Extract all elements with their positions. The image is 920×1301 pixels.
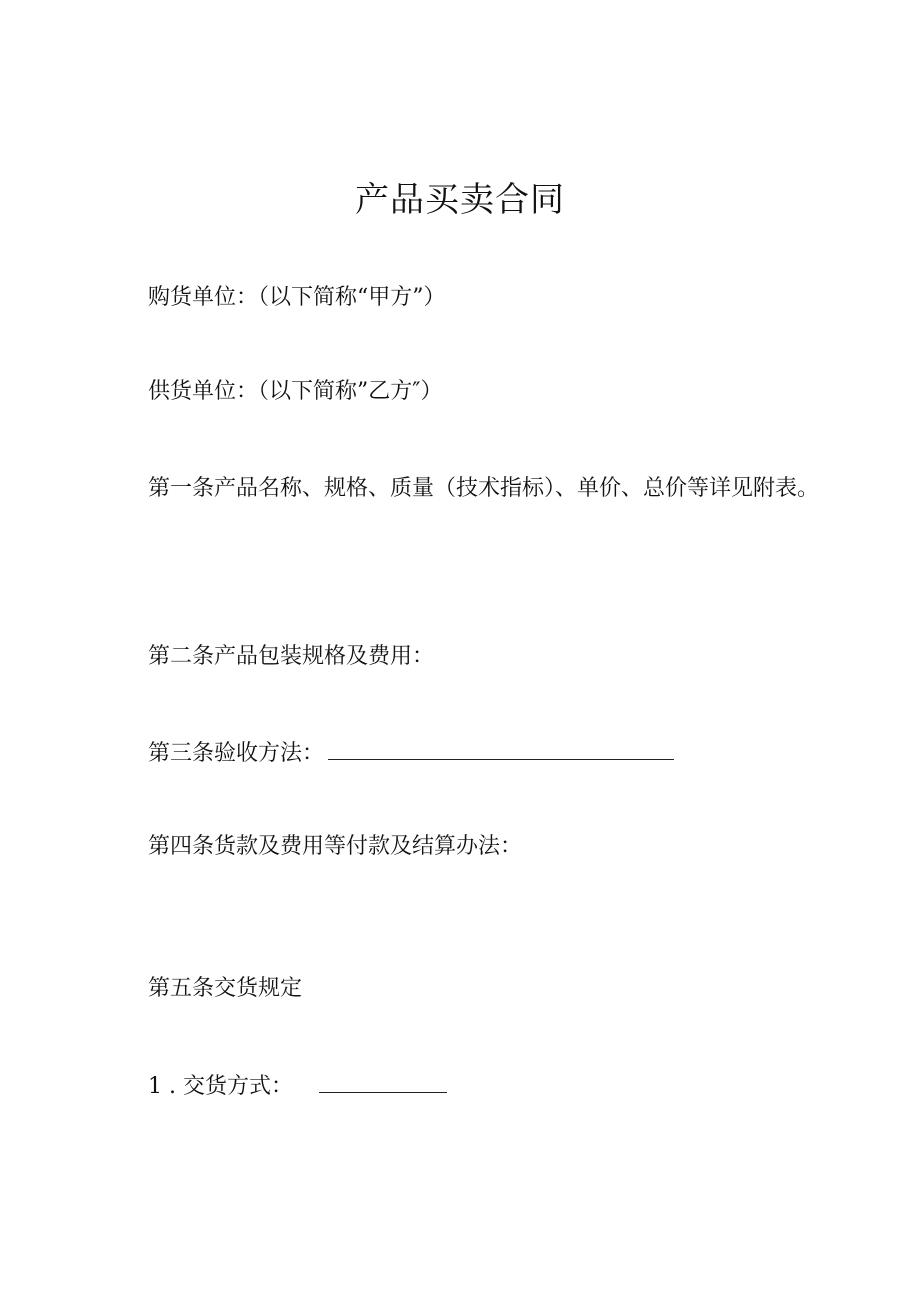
article-3	[148, 737, 674, 769]
delivery-method-label: 1 . 交货方式：	[148, 1074, 293, 1099]
article-3-label: 第三条验收方法：	[148, 741, 325, 766]
document-title: 产品买卖合同	[355, 180, 565, 220]
seller-line: 供货单位：（以下简称”乙方″）	[148, 379, 443, 404]
article-1: 第一条产品名称、规格、质量（技术指标）、单价、总价等详见附表。	[148, 476, 820, 501]
buyer-line: 购货单位：（以下简称“甲方”）	[148, 285, 446, 310]
acceptance-method-blank[interactable]	[328, 737, 674, 760]
article-2: 第二条产品包装规格及费用：	[148, 644, 435, 669]
article-4: 第四条货款及费用等付款及结算办法：	[148, 834, 523, 859]
article-5: 第五条交货规定	[148, 976, 303, 1001]
delivery-method-item	[148, 1070, 447, 1102]
delivery-method-blank[interactable]	[319, 1070, 447, 1093]
